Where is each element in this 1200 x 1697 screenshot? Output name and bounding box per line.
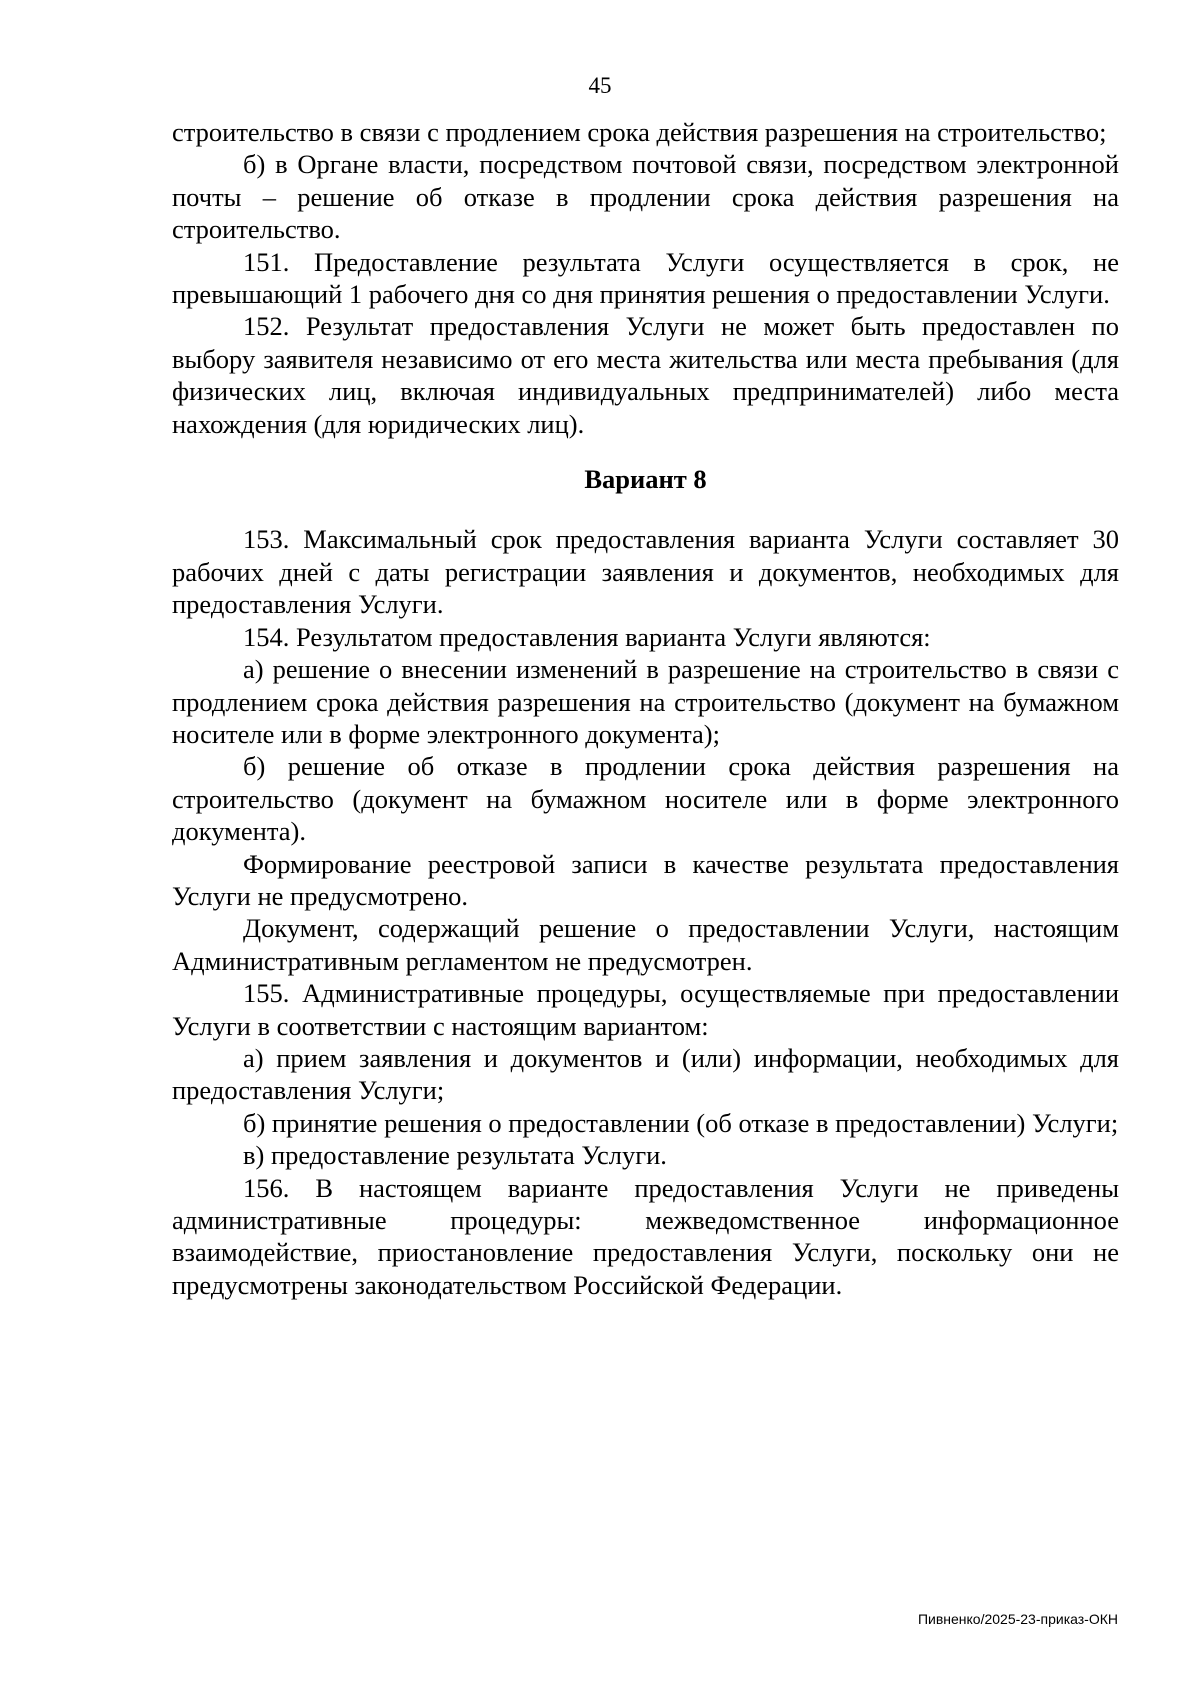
section-heading: Вариант 8 bbox=[584, 464, 707, 495]
document-body bbox=[172, 116, 1119, 1301]
paragraph-155-a: а) прием заявления и документов и (или) информации, необходимых для предоставления Услуги; bbox=[172, 1042, 1119, 1106]
paragraph-continuation: строительство в связи с продлением срока действия разрешения на строительство; bbox=[172, 117, 1107, 147]
paragraph-156: 156. В настоящем варианте предоставления Услуги не приведены административные процедуры: межведомственное информационное взаимодействие, приостановление предоставления Услуги, поскольку они не предусмотрены законодательством Российской Федерации. bbox=[172, 1172, 1119, 1300]
paragraph-154-b: б) решение об отказе в продлении срока действия разрешения на строительство (документ на бумажном носителе или в форме электронного документа). bbox=[172, 751, 1119, 847]
footer-document-code: Пивненко/2025-23-приказ-ОКН bbox=[917, 1611, 1118, 1627]
paragraph-registry-record: Формирование реестровой записи в качестве результата предоставления Услуги не предусмотрено. bbox=[172, 848, 1119, 911]
paragraph-155-c: в) предоставление результата Услуги. bbox=[243, 1140, 667, 1171]
paragraph-item-b: б) в Органе власти, посредством почтовой связи, посредством электронной почты – решение об отказе в продлении срока действия разрешения на строительство. bbox=[172, 149, 1119, 245]
paragraph-151: 151. Предоставление результата Услуги осуществляется в срок, не превышающий 1 рабочего дня со дня принятия решения о предоставлении Услуги. bbox=[172, 246, 1119, 310]
paragraph-153: 153. Максимальный срок предоставления варианта Услуги составляет 30 рабочих дней с даты регистрации заявления и документов, необходимых для предоставления Услуги. bbox=[172, 524, 1119, 620]
paragraph-155: 155. Административные процедуры, осуществляемые при предоставлении Услуги в соответствии с настоящим вариантом: bbox=[172, 978, 1119, 1041]
paragraph-154: 154. Результатом предоставления варианта Услуги являются: bbox=[243, 621, 931, 652]
paragraph-152: 152. Результат предоставления Услуги не может быть предоставлен по выбору заявителя независимо от его места жительства или места пребывания (для физических лиц, включая индивидуальных предпринимателей) либо места нахождения (для юридических лиц). bbox=[172, 311, 1119, 439]
paragraph-155-b: б) принятие решения о предоставлении (об отказе в предоставлении) Услуги; bbox=[243, 1107, 1119, 1138]
paragraph-154-a: а) решение о внесении изменений в разрешение на строительство в связи с продлением срока действия разрешения на строительство (документ на бумажном носителе или в форме электронного документа); bbox=[172, 654, 1119, 749]
page-number: 45 bbox=[588, 73, 612, 98]
paragraph-decision-document: Документ, содержащий решение о предоставлении Услуги, настоящим Административным регламентом не предусмотрен. bbox=[172, 913, 1119, 976]
